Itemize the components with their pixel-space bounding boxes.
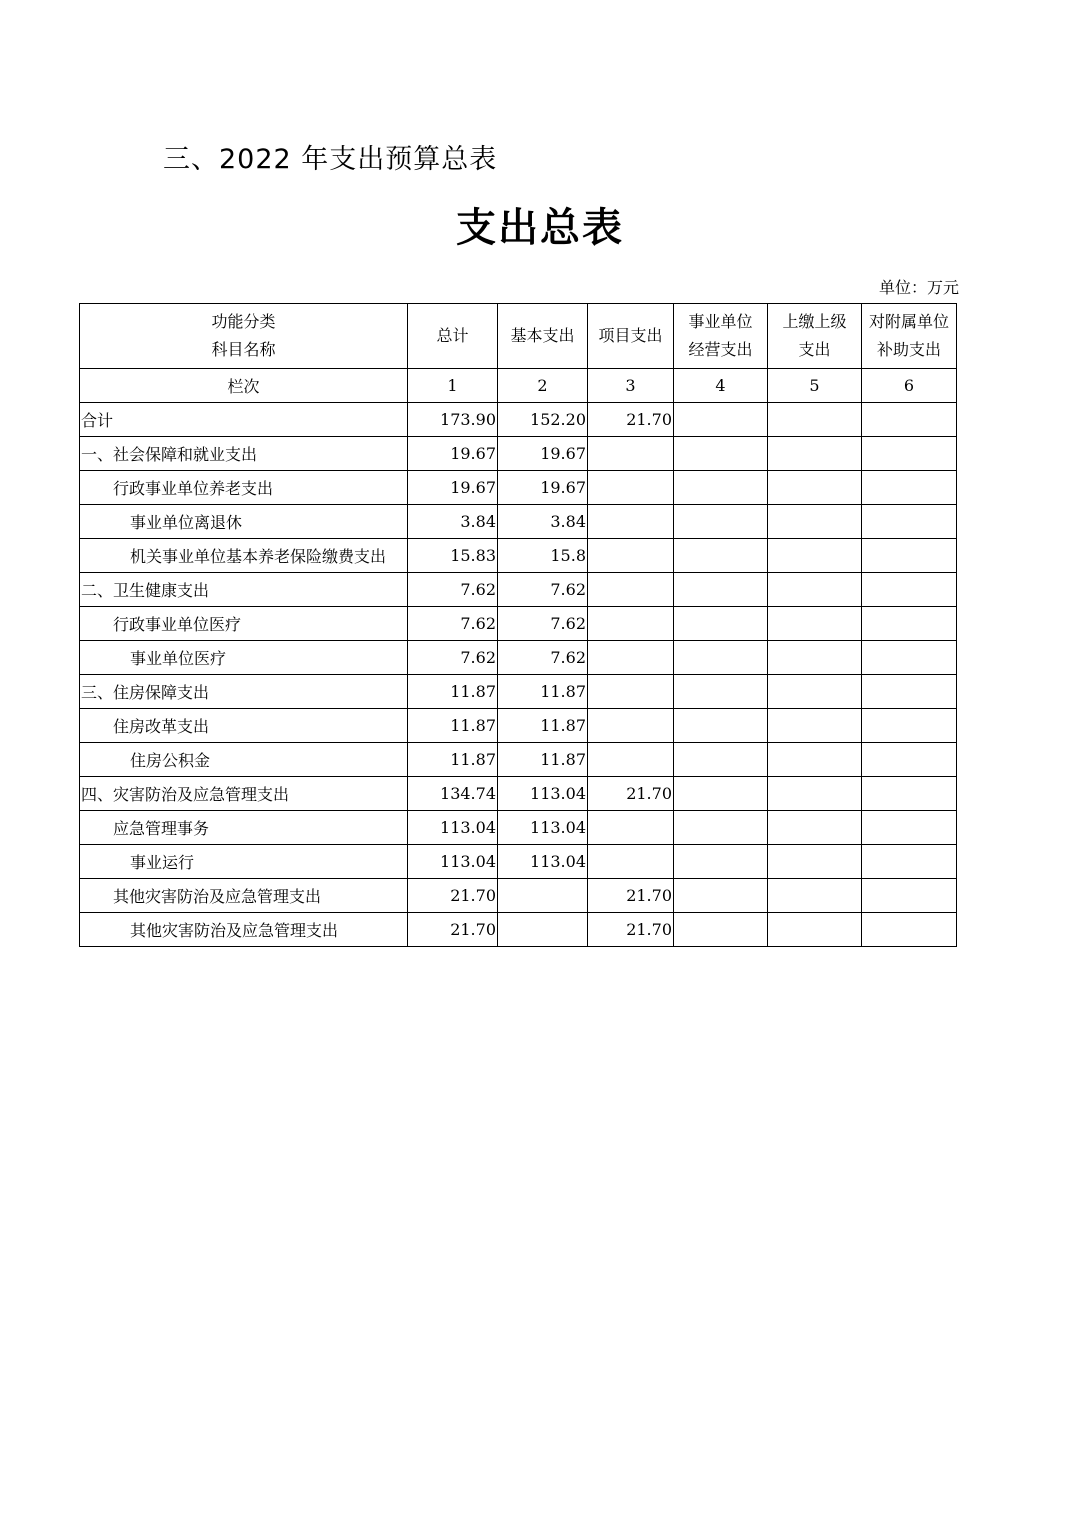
row-name: 应急管理事务 [80, 811, 408, 845]
row-basic [498, 879, 588, 913]
row-upper [768, 675, 862, 709]
row-basic: 7.62 [498, 573, 588, 607]
row-upper [768, 641, 862, 675]
index-col-2: 2 [498, 369, 588, 403]
row-business [674, 777, 768, 811]
header-business-operation [674, 304, 768, 369]
row-name: 三、住房保障支出 [80, 675, 408, 709]
row-name: 其他灾害防治及应急管理支出 [80, 913, 408, 947]
row-project [588, 709, 674, 743]
row-name: 行政事业单位养老支出 [80, 471, 408, 505]
row-total: 7.62 [408, 607, 498, 641]
table-row [80, 539, 957, 573]
header-upper-line1: 上缴上级 [782, 312, 847, 331]
table-row [80, 573, 957, 607]
row-subsidy [862, 607, 957, 641]
row-subsidy [862, 505, 957, 539]
row-total: 15.83 [408, 539, 498, 573]
row-basic: 113.04 [498, 845, 588, 879]
header-sub-line1: 对附属单位 [868, 312, 949, 331]
table-row [80, 913, 957, 947]
row-subsidy [862, 675, 957, 709]
row-subsidy [862, 641, 957, 675]
table-row [80, 641, 957, 675]
row-subsidy [862, 879, 957, 913]
table-row [80, 777, 957, 811]
row-basic: 7.62 [498, 641, 588, 675]
row-subsidy [862, 437, 957, 471]
row-business [674, 505, 768, 539]
row-name: 事业单位离退休 [80, 505, 408, 539]
header-basic: 基本支出 [498, 304, 588, 369]
row-total: 113.04 [408, 845, 498, 879]
row-business [674, 437, 768, 471]
row-business [674, 743, 768, 777]
row-total: 21.70 [408, 913, 498, 947]
row-subsidy [862, 777, 957, 811]
row-business [674, 845, 768, 879]
row-total: 11.87 [408, 709, 498, 743]
index-row [80, 369, 957, 403]
row-total: 3.84 [408, 505, 498, 539]
row-upper [768, 403, 862, 437]
header-biz-line1: 事业单位 [688, 312, 753, 331]
row-subsidy [862, 743, 957, 777]
row-upper [768, 777, 862, 811]
row-basic: 3.84 [498, 505, 588, 539]
row-project [588, 845, 674, 879]
row-subsidy [862, 845, 957, 879]
row-project [588, 675, 674, 709]
table-row [80, 743, 957, 777]
header-biz-line2: 经营支出 [688, 340, 753, 359]
row-project [588, 505, 674, 539]
index-col-4: 4 [674, 369, 768, 403]
index-col-5: 5 [768, 369, 862, 403]
header-function-category [80, 304, 408, 369]
row-upper [768, 879, 862, 913]
row-name: 事业运行 [80, 845, 408, 879]
header-sub-line2: 补助支出 [876, 340, 941, 359]
row-basic [498, 913, 588, 947]
row-name: 机关事业单位基本养老保险缴费支出 [80, 539, 408, 573]
index-col-3: 3 [588, 369, 674, 403]
row-project [588, 539, 674, 573]
table-row [80, 845, 957, 879]
header-upper-payment [768, 304, 862, 369]
row-upper [768, 811, 862, 845]
row-basic: 15.8 [498, 539, 588, 573]
row-total: 19.67 [408, 471, 498, 505]
row-project [588, 607, 674, 641]
row-total: 134.74 [408, 777, 498, 811]
header-subsidiary-subsidy [862, 304, 957, 369]
row-project: 21.70 [588, 879, 674, 913]
header-name-line1: 功能分类 [211, 312, 276, 331]
row-name: 合计 [80, 403, 408, 437]
row-business [674, 913, 768, 947]
row-name: 住房改革支出 [80, 709, 408, 743]
row-business [674, 811, 768, 845]
row-subsidy [862, 471, 957, 505]
row-business [674, 641, 768, 675]
row-project: 21.70 [588, 777, 674, 811]
row-name: 行政事业单位医疗 [80, 607, 408, 641]
row-project [588, 573, 674, 607]
row-basic: 19.67 [498, 437, 588, 471]
header-project: 项目支出 [588, 304, 674, 369]
row-upper [768, 743, 862, 777]
row-basic: 113.04 [498, 811, 588, 845]
row-subsidy [862, 913, 957, 947]
row-project [588, 641, 674, 675]
row-name: 住房公积金 [80, 743, 408, 777]
row-upper [768, 573, 862, 607]
index-label: 栏次 [80, 369, 408, 403]
table-header-row [80, 304, 957, 369]
table-row [80, 675, 957, 709]
row-basic: 7.62 [498, 607, 588, 641]
row-total: 113.04 [408, 811, 498, 845]
row-upper [768, 709, 862, 743]
row-basic: 11.87 [498, 743, 588, 777]
table-row [80, 403, 957, 437]
page-title: 支出总表 [456, 204, 624, 251]
table-row [80, 471, 957, 505]
row-upper [768, 437, 862, 471]
unit-label: 单位：万元 [878, 278, 959, 297]
table-row [80, 811, 957, 845]
row-basic: 152.20 [498, 403, 588, 437]
row-upper [768, 845, 862, 879]
row-project: 21.70 [588, 403, 674, 437]
row-business [674, 675, 768, 709]
row-name: 四、灾害防治及应急管理支出 [80, 777, 408, 811]
row-upper [768, 913, 862, 947]
expenditure-table [79, 303, 957, 947]
table-row [80, 505, 957, 539]
row-subsidy [862, 403, 957, 437]
row-upper [768, 607, 862, 641]
row-total: 21.70 [408, 879, 498, 913]
row-total: 19.67 [408, 437, 498, 471]
row-business [674, 403, 768, 437]
table-row [80, 437, 957, 471]
row-business [674, 709, 768, 743]
row-total: 11.87 [408, 675, 498, 709]
index-col-6: 6 [862, 369, 957, 403]
row-subsidy [862, 539, 957, 573]
row-name: 一、社会保障和就业支出 [80, 437, 408, 471]
row-total: 173.90 [408, 403, 498, 437]
row-name: 二、卫生健康支出 [80, 573, 408, 607]
row-basic: 19.67 [498, 471, 588, 505]
table-row [80, 709, 957, 743]
table-row [80, 607, 957, 641]
row-subsidy [862, 709, 957, 743]
row-total: 11.87 [408, 743, 498, 777]
row-basic: 11.87 [498, 675, 588, 709]
row-basic: 113.04 [498, 777, 588, 811]
row-upper [768, 539, 862, 573]
header-upper-line2: 支出 [798, 340, 831, 359]
row-upper [768, 505, 862, 539]
row-total: 7.62 [408, 573, 498, 607]
row-business [674, 471, 768, 505]
table-row [80, 879, 957, 913]
row-business [674, 573, 768, 607]
row-name: 事业单位医疗 [80, 641, 408, 675]
header-name-line2: 科目名称 [211, 340, 276, 359]
row-name: 其他灾害防治及应急管理支出 [80, 879, 408, 913]
header-total: 总计 [408, 304, 498, 369]
row-business [674, 539, 768, 573]
row-project [588, 437, 674, 471]
row-project: 21.70 [588, 913, 674, 947]
row-business [674, 879, 768, 913]
row-basic: 11.87 [498, 709, 588, 743]
row-business [674, 607, 768, 641]
row-upper [768, 471, 862, 505]
section-heading: 三、2022 年支出预算总表 [163, 144, 498, 175]
row-project [588, 743, 674, 777]
row-total: 7.62 [408, 641, 498, 675]
row-project [588, 811, 674, 845]
row-project [588, 471, 674, 505]
index-col-1: 1 [408, 369, 498, 403]
row-subsidy [862, 573, 957, 607]
row-subsidy [862, 811, 957, 845]
